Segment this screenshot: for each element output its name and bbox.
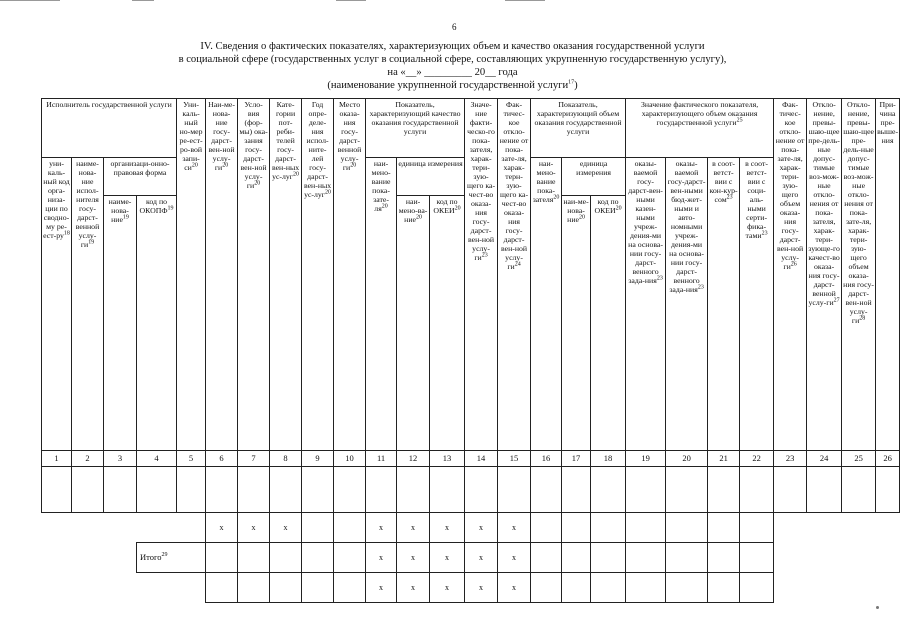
data-cell xyxy=(666,573,708,603)
header-service-place: Место оказа-ния госу-дарст-венной услу-$ги^{20}$ xyxy=(334,99,366,451)
data-cell xyxy=(562,573,591,603)
data-cell xyxy=(270,573,302,603)
data-cell xyxy=(666,543,708,573)
col-num-5: 5 xyxy=(177,451,206,467)
col-num-25: 25 xyxy=(842,451,876,467)
table-row xyxy=(42,513,900,543)
data-cell xyxy=(626,513,666,543)
header-quality-unit-name: наи-мено-ва-ние$^{20}$ xyxy=(397,196,430,451)
data-cell xyxy=(531,467,562,513)
data-cell xyxy=(302,467,334,513)
not-applicable-mark: х xyxy=(498,513,531,543)
data-cell xyxy=(270,543,302,573)
data-cell xyxy=(302,573,334,603)
title-line-4: (наименование укрупненной государственной услуги$^{17}$) xyxy=(327,79,578,91)
not-applicable-mark: х xyxy=(366,573,397,603)
document-title xyxy=(0,40,905,92)
column-number-row xyxy=(42,451,900,467)
not-applicable-mark: х xyxy=(465,573,498,603)
data-cell xyxy=(708,573,740,603)
col-num-10: 10 xyxy=(334,451,366,467)
data-cell xyxy=(740,467,774,513)
header-org-code: уни-каль-ный код орга-низа-ции по сводно-му $ре-ест-ру^{18}$ xyxy=(42,158,72,451)
header-quality-indicator: Показатель, характеризующий качество оказания государственной услуги xyxy=(366,99,465,158)
header-performer: Исполнитель государственной услуги xyxy=(42,99,177,158)
col-num-21: 21 xyxy=(708,451,740,467)
not-applicable-mark: х xyxy=(430,513,465,543)
col-num-14: 14 xyxy=(465,451,498,467)
data-cell xyxy=(708,467,740,513)
data-cell xyxy=(531,543,562,573)
header-okopf-code: код по ОКОПФ$^{19}$ xyxy=(137,196,177,451)
header-volume-indicator-name: наи-мено-вание пока-зателя$^{20}$ xyxy=(531,158,562,451)
col-num-17: 17 xyxy=(562,451,591,467)
data-cell xyxy=(740,513,774,543)
header-volume-okei-code: код по ОКЕИ$^{20}$ xyxy=(591,196,626,451)
not-applicable-mark: х xyxy=(270,513,302,543)
col-num-24: 24 xyxy=(807,451,842,467)
header-performer-name: наиме-нова-ние испол-нителя госу-дарст-венной услу-$ги^{19}$ xyxy=(72,158,104,451)
data-cell xyxy=(206,467,238,513)
data-cell xyxy=(591,467,626,513)
header-volume-budget-institutions: оказы-ваемой госу-дарст-вен-ными бюд-жет-ными и авто-номными учреж-дения-ми на основа-нии госу-дарст-венного зада-ния$^{23}$ xyxy=(666,158,708,451)
data-cell xyxy=(876,467,900,513)
not-applicable-mark: х xyxy=(498,543,531,573)
header-volume-actual: Значение фактического показателя, характеризующего объем оказания государственной услуги$^{25}$ xyxy=(626,99,774,158)
data-cell xyxy=(708,513,740,543)
header-volume-competition: в соот-ветст-вии с кон-кур-сом$^{23}$ xyxy=(708,158,740,451)
data-cell xyxy=(562,513,591,543)
data-cell xyxy=(626,543,666,573)
not-applicable-mark: х xyxy=(206,513,238,543)
header-volume-indicator: Показатель, характеризующий объем оказания государственной услуги xyxy=(531,99,626,158)
header-service-conditions: Усло-вия (фор-мы) ока-зания госу-дарст-вен-ной услу-$ги^{20}$ xyxy=(238,99,270,451)
header-volume-unit-name: наи-ме-нова-ние$^{20}$ xyxy=(562,196,591,451)
data-cell xyxy=(334,513,366,543)
not-applicable-mark: х xyxy=(366,543,397,573)
data-cell xyxy=(366,467,397,513)
page-number: 6 xyxy=(452,22,457,32)
data-cell xyxy=(104,467,137,513)
title-line-3: на «__» _________ 20__ года xyxy=(387,67,518,78)
data-cell xyxy=(626,467,666,513)
header-quality-indicator-name: наи-мено-вание пока-$зате-ля^{20}$ xyxy=(366,158,397,451)
title-line-2: в социальной сфере (государственных услуг в социальной сфере, составляющих укрупненную государственную услугу), xyxy=(178,54,727,65)
title-line-1: IV. Сведения о фактических показателях, характеризующих объем и качество оказания государственной услуги xyxy=(200,41,705,52)
col-num-23: 23 xyxy=(774,451,807,467)
header-volume-excess: Откло-нение, превы-шаю-щее пре-дель-ные допус-тимые воз-мож-ные откло-нения от пока-зате-ля, харак-тери-зую-щего объем оказа-ния госу-дарст-вен-ной услу-$ги^{28}$ xyxy=(842,99,876,451)
header-legal-form: организаци-онно-правовая форма xyxy=(104,158,177,196)
not-applicable-mark: х xyxy=(238,513,270,543)
col-num-6: 6 xyxy=(206,451,238,467)
header-volume-certificates: в соот-ветст-вии с соци-аль-ными серти-фика-тами$^{23}$ xyxy=(740,158,774,451)
col-num-8: 8 xyxy=(270,451,302,467)
data-cell xyxy=(562,543,591,573)
header-quality-actual: Значе-ние факти-ческо-го пока-зателя, харак-тери-зую-щего ка-чест-во оказа-ния госу-дарст-вен-ной услу-$ги^{23}$ xyxy=(465,99,498,451)
data-cell xyxy=(430,467,465,513)
col-num-26: 26 xyxy=(876,451,900,467)
not-applicable-mark: х xyxy=(397,543,430,573)
data-cell xyxy=(498,467,531,513)
col-num-16: 16 xyxy=(531,451,562,467)
header-quality-deviation: Фак-тичес-кое откло-нение от пока-зате-ля, харак-терн-зую-щего ка-чест-во оказа-ния госу-дарст-вен-ной услу-$ги^{24}$ xyxy=(498,99,531,451)
data-cell xyxy=(302,513,334,543)
col-num-15: 15 xyxy=(498,451,531,467)
col-num-4: 4 xyxy=(137,451,177,467)
col-num-7: 7 xyxy=(238,451,270,467)
header-service-name: Наи-ме-нова-ние госу-дарст-вен-ной услу-$ги^{20}$ xyxy=(206,99,238,451)
col-num-9: 9 xyxy=(302,451,334,467)
data-cell xyxy=(531,573,562,603)
table-row xyxy=(42,573,900,603)
col-num-11: 11 xyxy=(366,451,397,467)
data-cell xyxy=(774,467,807,513)
header-legal-form-name: наиме-нова-ние$^{19}$ xyxy=(104,196,137,451)
data-cell xyxy=(206,543,238,573)
data-cell xyxy=(531,513,562,543)
data-cell xyxy=(740,543,774,573)
data-cell xyxy=(807,467,842,513)
header-row-1 xyxy=(42,99,900,158)
header-performer-year: Год опре-деле-ния испол-ните-лей госу-дарст-вен-ных ус-луг$^{20}$ xyxy=(302,99,334,451)
data-cell xyxy=(334,573,366,603)
col-num-19: 19 xyxy=(626,451,666,467)
data-cell xyxy=(591,513,626,543)
header-quality-unit: единица измерения xyxy=(397,158,465,196)
data-cell xyxy=(591,543,626,573)
header-volume-deviation: Фак-тичес-кое откло-нение от пока-зате-ля, харак-тери-зую-щего объем оказа-ния госу-дарст-вен-ной услу-$ги^{26}$ xyxy=(774,99,807,451)
not-applicable-mark: х xyxy=(498,573,531,603)
header-quality-excess: Откло-нение, превы-шаю-щее пре-дель-ные допус-тимые воз-мож-ные откло-нения от пока-зателя, харак-тери-зующе-го качест-во оказа-ния госу-дарст-венной услу-$ги^{27}$ xyxy=(807,99,842,451)
header-volume-state-institutions: оказы-ваемой госу-дарст-вен-ными казен-ными учреж-дения-ми на основа-нии госу-дарст-венного зада-ния$^{23}$ xyxy=(626,158,666,451)
not-applicable-mark: х xyxy=(397,513,430,543)
not-applicable-mark: х xyxy=(430,543,465,573)
data-cell xyxy=(177,467,206,513)
data-cell xyxy=(238,543,270,573)
data-cell xyxy=(740,573,774,603)
data-cell xyxy=(206,573,238,603)
header-registry-number: Уни-каль-ный но-мер ре-ест-ро-вой запи-$си^{20}$ xyxy=(177,99,206,451)
not-applicable-mark: х xyxy=(366,513,397,543)
not-applicable-mark: х xyxy=(430,573,465,603)
col-num-22: 22 xyxy=(740,451,774,467)
table-row xyxy=(42,467,900,513)
col-num-2: 2 xyxy=(72,451,104,467)
col-num-18: 18 xyxy=(591,451,626,467)
total-label: Итого$^{29}$ xyxy=(137,543,206,573)
not-applicable-mark: х xyxy=(397,573,430,603)
report-table xyxy=(41,98,900,603)
header-volume-unit: единица измерения xyxy=(562,158,626,196)
data-cell xyxy=(397,467,430,513)
data-cell xyxy=(238,467,270,513)
data-cell xyxy=(42,467,72,513)
header-quality-okei-code: код по ОКЕИ$^{20}$ xyxy=(430,196,465,451)
data-cell xyxy=(708,543,740,573)
data-cell xyxy=(137,467,177,513)
data-cell xyxy=(334,543,366,573)
data-cell xyxy=(72,467,104,513)
data-cell xyxy=(626,573,666,603)
data-cell xyxy=(302,543,334,573)
col-num-3: 3 xyxy=(104,451,137,467)
data-cell xyxy=(842,467,876,513)
col-num-13: 13 xyxy=(430,451,465,467)
not-applicable-mark: х xyxy=(465,543,498,573)
data-cell xyxy=(666,513,708,543)
header-excess-reason: При-чина пре-выше-ния xyxy=(876,99,900,451)
not-applicable-mark: х xyxy=(465,513,498,543)
col-num-1: 1 xyxy=(42,451,72,467)
data-cell xyxy=(591,573,626,603)
data-cell xyxy=(238,573,270,603)
header-consumer-categories: Кате-гории пот-реби-телей госу-дарст-вен-ных ус-луг$^{20}$ xyxy=(270,99,302,451)
data-cell xyxy=(270,467,302,513)
data-cell xyxy=(562,467,591,513)
col-num-20: 20 xyxy=(666,451,708,467)
data-cell xyxy=(666,467,708,513)
col-num-12: 12 xyxy=(397,451,430,467)
data-cell xyxy=(465,467,498,513)
data-cell xyxy=(334,467,366,513)
table-row xyxy=(42,543,900,573)
